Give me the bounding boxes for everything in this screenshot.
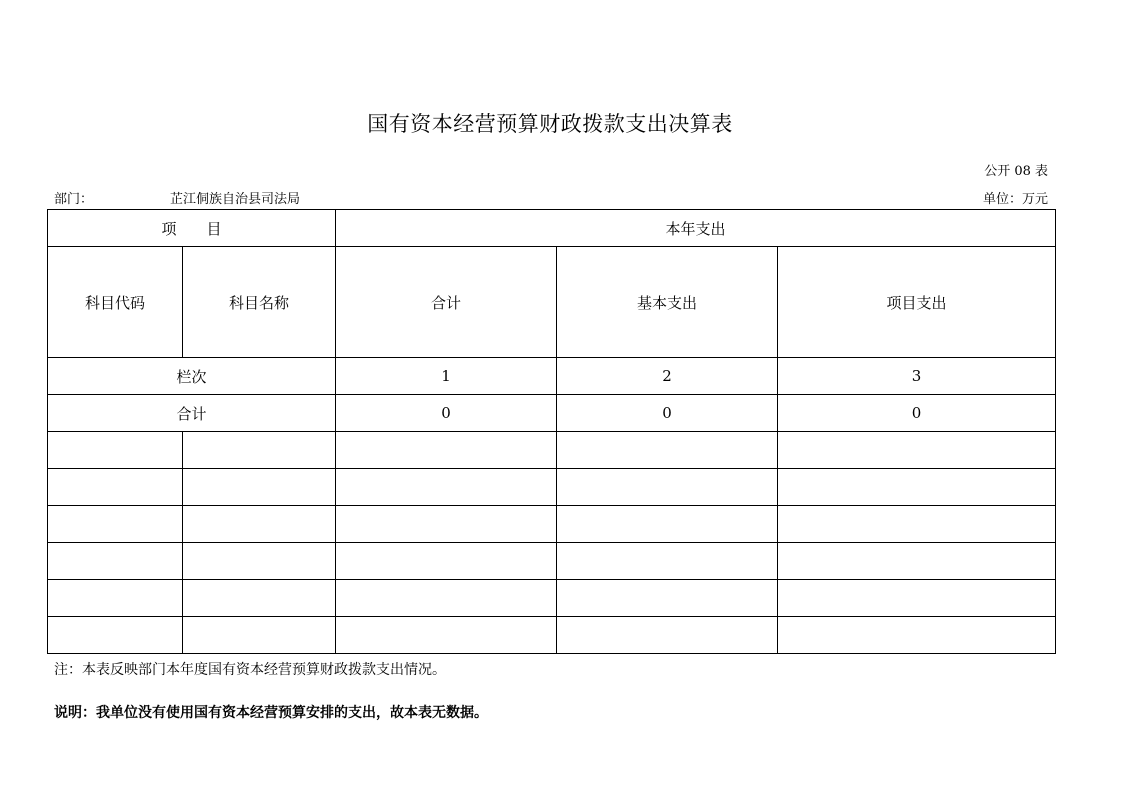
column-index-cell: 3 bbox=[778, 358, 1056, 395]
total-row-label: 合计 bbox=[48, 395, 336, 432]
table-cell bbox=[778, 617, 1056, 654]
table-cell bbox=[557, 506, 778, 543]
header-current-year: 本年支出 bbox=[336, 210, 1056, 247]
table-cell bbox=[778, 506, 1056, 543]
table-row bbox=[48, 617, 1056, 654]
explanation-text: 说明：我单位没有使用国有资本经营预算安排的支出，故本表无数据。 bbox=[54, 705, 488, 721]
table-cell bbox=[557, 543, 778, 580]
total-value-cell: 0 bbox=[557, 395, 778, 432]
table-cell bbox=[557, 617, 778, 654]
department-label: 部门： bbox=[54, 192, 94, 207]
table-cell bbox=[557, 469, 778, 506]
table-cell bbox=[48, 469, 183, 506]
table-cell bbox=[557, 432, 778, 469]
empty-rows bbox=[48, 432, 1056, 654]
expenditure-table bbox=[47, 209, 1056, 654]
row-index-label: 栏次 bbox=[48, 358, 336, 395]
table-cell bbox=[183, 617, 336, 654]
header-subject-name: 科目名称 bbox=[183, 247, 336, 358]
table-cell bbox=[48, 617, 183, 654]
header-item: 项 目 bbox=[48, 210, 336, 247]
table-cell bbox=[778, 543, 1056, 580]
column-index-row bbox=[48, 358, 1056, 395]
table-cell bbox=[557, 580, 778, 617]
table-row bbox=[48, 543, 1056, 580]
table-cell bbox=[336, 469, 557, 506]
form-number: 公开 08 表 bbox=[984, 164, 1048, 179]
table-cell bbox=[183, 506, 336, 543]
column-index-cell: 1 bbox=[336, 358, 557, 395]
table-cell bbox=[183, 432, 336, 469]
page-title: 国有资本经营预算财政拨款支出决算表 bbox=[367, 112, 733, 136]
table-cell bbox=[336, 580, 557, 617]
table-cell bbox=[336, 432, 557, 469]
unit-label: 单位：万元 bbox=[982, 192, 1048, 207]
header-subject-code: 科目代码 bbox=[48, 247, 183, 358]
table-cell bbox=[183, 469, 336, 506]
table-subheader-row bbox=[48, 247, 1056, 358]
table-cell bbox=[48, 580, 183, 617]
table-cell bbox=[336, 506, 557, 543]
column-index-cell: 2 bbox=[557, 358, 778, 395]
total-value-cell: 0 bbox=[778, 395, 1056, 432]
table-cell bbox=[336, 543, 557, 580]
table-cell bbox=[183, 580, 336, 617]
table-cell bbox=[183, 543, 336, 580]
table-row bbox=[48, 432, 1056, 469]
table-cell bbox=[778, 432, 1056, 469]
total-row bbox=[48, 395, 1056, 432]
table-row bbox=[48, 580, 1056, 617]
table-cell bbox=[778, 469, 1056, 506]
header-total: 合计 bbox=[336, 247, 557, 358]
table-cell bbox=[778, 580, 1056, 617]
table-cell bbox=[48, 432, 183, 469]
table-cell bbox=[48, 543, 183, 580]
header-project-expenditure: 项目支出 bbox=[778, 247, 1056, 358]
table-cell bbox=[336, 617, 557, 654]
table-cell bbox=[48, 506, 183, 543]
department-name: 芷江侗族自治县司法局 bbox=[170, 192, 301, 207]
header-basic-expenditure: 基本支出 bbox=[557, 247, 778, 358]
table-note: 注：本表反映部门本年度国有资本经营预算财政拨款支出情况。 bbox=[54, 662, 446, 678]
total-value-cell: 0 bbox=[336, 395, 557, 432]
table-header-row bbox=[48, 210, 1056, 247]
table-row bbox=[48, 469, 1056, 506]
table-row bbox=[48, 506, 1056, 543]
